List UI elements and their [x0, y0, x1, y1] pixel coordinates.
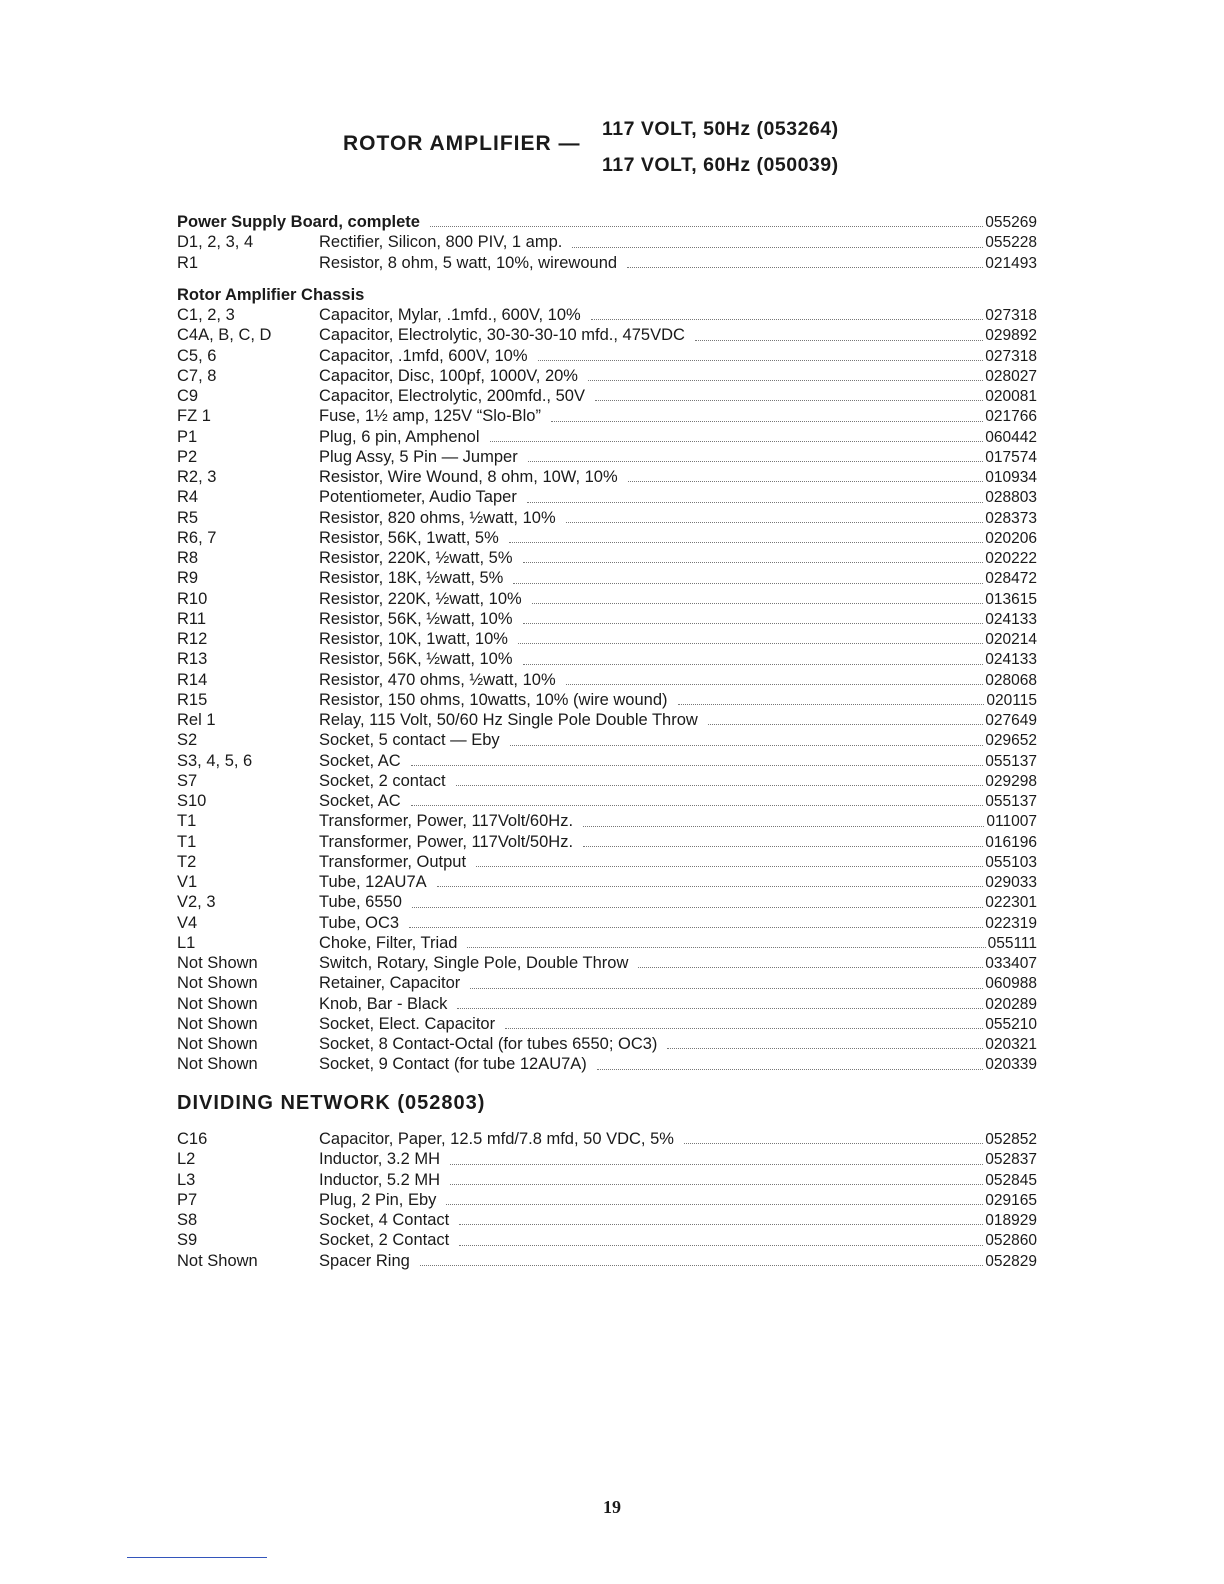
reference-designator: Not Shown: [177, 1251, 258, 1270]
dot-leader: [510, 744, 984, 746]
dot-leader: [450, 1163, 983, 1165]
part-description: Capacitor, Mylar, .1mfd., 600V, 10%: [319, 306, 581, 324]
part-number: 052837: [985, 1151, 1037, 1169]
parts-row: [177, 1210, 1037, 1230]
reference-designator: L2: [177, 1150, 196, 1169]
part-number: 052860: [985, 1232, 1037, 1250]
dot-leader: [595, 399, 983, 401]
part-description: Resistor, Wire Wound, 8 ohm, 10W, 10%: [319, 468, 618, 486]
dot-leader: [457, 1007, 983, 1009]
part-number: 020339: [985, 1056, 1037, 1074]
part-description: Inductor, 5.2 MH: [319, 1170, 441, 1189]
reference-designator: R2, 3: [177, 468, 217, 486]
power-supply-section: [177, 212, 1037, 273]
title-variant-60hz: 117 VOLT, 60Hz (050039): [602, 154, 839, 176]
dot-leader: [476, 865, 983, 867]
page-number: 19: [603, 1497, 621, 1517]
reference-designator: C9: [177, 387, 199, 405]
parts-row: [177, 487, 1037, 507]
part-description: Socket, 5 contact — Eby: [319, 731, 500, 750]
parts-row: [177, 690, 1037, 710]
parts-list: [177, 232, 1037, 273]
part-description: Resistor, 220K, ½watt, 5%: [319, 549, 513, 567]
parts-row: [177, 508, 1037, 528]
part-number: 055228: [985, 234, 1037, 252]
parts-row: [177, 913, 1037, 933]
dot-leader: [708, 723, 983, 725]
dot-leader: [523, 663, 984, 665]
part-number: 028472: [985, 570, 1037, 588]
dot-leader: [437, 885, 984, 887]
reference-designator: R13: [177, 650, 208, 669]
parts-row: [177, 1129, 1037, 1149]
part-number: 055210: [985, 1015, 1037, 1033]
part-number: 020321: [985, 1036, 1037, 1053]
part-description: Resistor, 56K, 1watt, 5%: [319, 528, 499, 547]
parts-row: [177, 973, 1037, 993]
parts-row: [177, 1054, 1037, 1074]
reference-designator: S2: [177, 731, 198, 750]
dot-leader: [695, 339, 983, 341]
reference-designator: C1, 2, 3: [177, 306, 235, 324]
part-number: 055111: [987, 934, 1037, 952]
parts-row: [177, 771, 1037, 791]
reference-designator: R9: [177, 569, 199, 588]
dot-leader: [412, 906, 983, 908]
reference-designator: T1: [177, 812, 197, 831]
dot-leader: [513, 582, 983, 584]
dot-leader: [572, 246, 983, 248]
part-description: Tube, 12AU7A: [319, 873, 427, 891]
dot-leader: [459, 1244, 983, 1246]
chassis-section: [177, 285, 1037, 1075]
parts-row: [177, 253, 1037, 273]
parts-row: [177, 994, 1037, 1014]
part-description: Resistor, 150 ohms, 10watts, 10% (wire wound): [319, 690, 668, 709]
dot-leader: [538, 359, 984, 361]
part-number: 022319: [985, 914, 1037, 932]
dot-leader: [446, 1203, 983, 1205]
dot-leader: [409, 926, 983, 928]
dot-leader: [411, 804, 984, 806]
dot-leader: [528, 460, 984, 462]
parts-list: [177, 1129, 1037, 1271]
part-description: Potentiometer, Audio Taper: [319, 488, 517, 507]
reference-designator: C7, 8: [177, 366, 217, 385]
part-number: 028027: [985, 367, 1037, 385]
part-number: 021766: [985, 408, 1037, 426]
part-description: Socket, 2 Contact: [319, 1231, 450, 1250]
part-number: 052829: [985, 1252, 1037, 1270]
reference-designator: R11: [177, 609, 207, 628]
dot-leader: [470, 987, 983, 989]
part-description: Socket, AC: [319, 751, 401, 770]
reference-designator: S9: [177, 1231, 198, 1250]
footnote-rule: [127, 1557, 267, 1558]
parts-row: [177, 609, 1037, 629]
parts-row: [177, 1230, 1037, 1250]
part-number: 021493: [985, 254, 1037, 272]
part-description: Plug, 6 pin, Amphenol: [319, 427, 480, 446]
reference-designator: R12: [177, 630, 208, 648]
part-number: 055137: [985, 752, 1037, 770]
dot-leader: [505, 1027, 983, 1029]
parts-row: [177, 467, 1037, 487]
reference-designator: P1: [177, 427, 198, 446]
part-description: Capacitor, Electrolytic, 200mfd., 50V: [319, 387, 585, 405]
reference-designator: R6, 7: [177, 528, 217, 547]
parts-row: [177, 670, 1037, 690]
parts-row: [177, 852, 1037, 872]
part-description: Socket, AC: [319, 792, 401, 810]
dot-leader: [456, 784, 984, 786]
part-description: Resistor, 470 ohms, ½watt, 10%: [319, 670, 556, 689]
page-title: [340, 112, 940, 192]
part-number: 018929: [985, 1212, 1037, 1229]
part-description: Resistor, 10K, 1watt, 10%: [319, 630, 508, 648]
parts-row: [177, 730, 1037, 750]
part-number: 027649: [985, 712, 1037, 729]
part-description: Transformer, Power, 117Volt/60Hz.: [319, 812, 574, 831]
dot-leader: [509, 541, 984, 543]
part-number: 029165: [985, 1191, 1037, 1209]
part-description: Resistor, 56K, ½watt, 10%: [319, 609, 513, 628]
title-variant-50hz: 117 VOLT, 50Hz (053264): [602, 118, 839, 140]
part-description: Capacitor, .1mfd, 600V, 10%: [319, 346, 528, 365]
part-description: Choke, Filter, Triad: [319, 933, 458, 952]
reference-designator: S7: [177, 771, 198, 790]
reference-designator: R10: [177, 589, 208, 608]
reference-designator: P7: [177, 1190, 198, 1209]
reference-designator: Not Shown: [177, 954, 258, 972]
part-number: 055269: [985, 214, 1037, 231]
parts-row: [177, 1149, 1037, 1169]
part-description: Resistor, 8 ohm, 5 watt, 10%, wirewound: [319, 253, 618, 272]
reference-designator: S10: [177, 792, 207, 810]
part-description: Resistor, 18K, ½watt, 5%: [319, 569, 504, 588]
part-description: Switch, Rotary, Single Pole, Double Throw: [319, 954, 629, 972]
dot-leader: [566, 521, 984, 523]
part-number: 022301: [985, 894, 1037, 912]
parts-row: [177, 710, 1037, 730]
part-description: Tube, OC3: [319, 913, 400, 932]
dot-leader: [597, 1068, 983, 1070]
part-description: Rectifier, Silicon, 800 PIV, 1 amp.: [319, 233, 563, 252]
parts-row: [177, 386, 1037, 406]
dot-leader: [588, 379, 983, 381]
part-description: Relay, 115 Volt, 50/60 Hz Single Pole Double Throw: [319, 711, 698, 729]
dot-leader: [527, 501, 983, 503]
reference-designator: FZ 1: [177, 407, 211, 426]
part-number: 028803: [985, 489, 1037, 507]
part-description: Socket, 4 Contact: [319, 1211, 450, 1229]
dot-leader: [551, 420, 983, 422]
reference-designator: Not Shown: [177, 974, 258, 993]
reference-designator: T2: [177, 852, 197, 871]
part-description: Fuse, 1½ amp, 125V “Slo-Blo”: [319, 407, 541, 426]
part-number: 020081: [985, 388, 1037, 405]
part-number: 017574: [985, 448, 1037, 466]
part-number: 029298: [985, 772, 1037, 790]
dividing-network-section: [177, 1089, 1037, 1271]
part-number: 028068: [985, 671, 1037, 689]
part-number: 033407: [985, 955, 1037, 972]
dot-leader: [628, 480, 984, 482]
parts-row: [177, 629, 1037, 649]
parts-row: [177, 589, 1037, 609]
parts-row: [177, 892, 1037, 912]
part-description: Tube, 6550: [319, 893, 402, 912]
part-number: 020214: [985, 631, 1037, 648]
reference-designator: L3: [177, 1170, 196, 1189]
reference-designator: C4A, B, C, D: [177, 326, 272, 345]
dot-leader: [490, 440, 984, 442]
part-number: 020206: [985, 529, 1037, 547]
part-number: 029892: [985, 327, 1037, 345]
reference-designator: T1: [177, 832, 197, 851]
reference-designator: R15: [177, 690, 208, 709]
part-description: Capacitor, Disc, 100pf, 1000V, 20%: [319, 366, 578, 385]
part-description: Transformer, Power, 117Volt/50Hz.: [319, 832, 574, 851]
dividing-network-heading: DIVIDING NETWORK (052803): [177, 1092, 486, 1114]
part-description: Resistor, 56K, ½watt, 10%: [319, 650, 513, 669]
dot-leader: [583, 825, 984, 827]
part-description: Plug, 2 Pin, Eby: [319, 1190, 437, 1209]
dot-leader: [583, 845, 983, 847]
part-number: 028373: [985, 509, 1037, 527]
part-number: 010934: [985, 469, 1037, 486]
part-description: Capacitor, Paper, 12.5 mfd/7.8 mfd, 50 VDC, 5%: [319, 1130, 674, 1148]
parts-row: [177, 406, 1037, 426]
part-number: 020222: [985, 550, 1037, 567]
parts-row: [177, 1034, 1037, 1054]
part-number: 052852: [985, 1131, 1037, 1148]
parts-row: [177, 548, 1037, 568]
reference-designator: V4: [177, 913, 198, 932]
part-description: Plug Assy, 5 Pin — Jumper: [319, 447, 518, 466]
part-description: Socket, 8 Contact-Octal (for tubes 6550; OC3): [319, 1035, 658, 1053]
reference-designator: Not Shown: [177, 1035, 258, 1053]
reference-designator: L1: [177, 933, 196, 952]
parts-list: [177, 305, 1037, 1075]
parts-row: [177, 427, 1037, 447]
part-number: 055103: [985, 853, 1037, 871]
dot-leader: [518, 642, 983, 644]
section-heading: Power Supply Board, complete: [177, 213, 420, 231]
part-number: 060988: [985, 975, 1037, 993]
part-number: 020115: [986, 691, 1037, 709]
dot-leader: [532, 602, 984, 604]
title-main: ROTOR AMPLIFIER —: [343, 132, 581, 155]
part-description: Socket, 2 contact: [319, 771, 446, 790]
parts-row: [177, 872, 1037, 892]
part-description: Socket, Elect. Capacitor: [319, 1014, 496, 1033]
part-description: Retainer, Capacitor: [319, 974, 461, 993]
parts-row: [177, 1170, 1037, 1190]
part-description: Knob, Bar - Black: [319, 994, 448, 1013]
reference-designator: D1, 2, 3, 4: [177, 233, 254, 252]
part-description: Transformer, Output: [319, 852, 467, 871]
parts-row: [177, 366, 1037, 386]
parts-row: [177, 325, 1037, 345]
parts-row: [177, 811, 1037, 831]
dot-leader: [467, 946, 985, 948]
dot-leader: [420, 1264, 983, 1266]
reference-designator: V1: [177, 873, 198, 891]
dot-leader: [459, 1223, 983, 1225]
parts-row: [177, 953, 1037, 973]
dot-leader: [627, 266, 983, 268]
reference-designator: S8: [177, 1211, 198, 1229]
dot-leader: [684, 1142, 983, 1144]
parts-row: [177, 1251, 1037, 1271]
part-number: 016196: [985, 833, 1037, 851]
part-description: Capacitor, Electrolytic, 30-30-30-10 mfd., 475VDC: [319, 326, 685, 345]
parts-row: [177, 933, 1037, 953]
dot-leader: [667, 1047, 983, 1049]
reference-designator: S3, 4, 5, 6: [177, 751, 253, 770]
part-description: Socket, 9 Contact (for tube 12AU7A): [319, 1055, 587, 1074]
part-number: 027318: [985, 307, 1037, 324]
dot-leader: [523, 622, 984, 624]
part-number: 052845: [985, 1171, 1037, 1189]
parts-row: [177, 1190, 1037, 1210]
reference-designator: R5: [177, 508, 199, 527]
reference-designator: V2, 3: [177, 893, 216, 912]
part-number: 011007: [986, 813, 1037, 831]
part-number: 029033: [985, 874, 1037, 891]
reference-designator: R4: [177, 488, 199, 507]
part-number: 020289: [985, 995, 1037, 1013]
reference-designator: Not Shown: [177, 994, 258, 1013]
reference-designator: C16: [177, 1130, 208, 1148]
reference-designator: P2: [177, 447, 198, 466]
part-description: Resistor, 820 ohms, ½watt, 10%: [319, 508, 556, 527]
reference-designator: R14: [177, 670, 208, 689]
parts-row: [177, 751, 1037, 771]
part-number: 055137: [985, 793, 1037, 810]
chassis-heading: Rotor Amplifier Chassis: [177, 286, 365, 304]
dot-leader: [411, 764, 984, 766]
part-description: Inductor, 3.2 MH: [319, 1150, 441, 1169]
part-number: 029652: [985, 732, 1037, 750]
dot-leader: [450, 1183, 983, 1185]
dot-leader: [638, 966, 983, 968]
dot-leader: [591, 318, 984, 320]
parts-row: [177, 447, 1037, 467]
parts-row: [177, 528, 1037, 548]
parts-row: [177, 346, 1037, 366]
parts-row: [177, 568, 1037, 588]
reference-designator: C5, 6: [177, 346, 217, 365]
reference-designator: Not Shown: [177, 1055, 258, 1074]
parts-row: [177, 832, 1037, 852]
parts-row: [177, 1014, 1037, 1034]
part-description: Spacer Ring: [319, 1251, 410, 1270]
reference-designator: R8: [177, 549, 199, 567]
dot-leader: [523, 561, 984, 563]
parts-row: [177, 232, 1037, 252]
parts-row: [177, 305, 1037, 325]
reference-designator: R1: [177, 253, 199, 272]
reference-designator: Rel 1: [177, 711, 216, 729]
dot-leader: [566, 683, 984, 685]
part-number: 027318: [985, 347, 1037, 365]
part-number: 024133: [985, 610, 1037, 628]
part-number: 024133: [985, 651, 1037, 669]
reference-designator: Not Shown: [177, 1014, 258, 1033]
power-supply-heading: [177, 212, 1037, 232]
dot-leader: [430, 225, 983, 227]
parts-row: [177, 791, 1037, 811]
part-number: 013615: [985, 590, 1037, 608]
part-number: 060442: [985, 428, 1037, 446]
parts-row: [177, 649, 1037, 669]
dot-leader: [678, 703, 985, 705]
part-description: Resistor, 220K, ½watt, 10%: [319, 589, 522, 608]
